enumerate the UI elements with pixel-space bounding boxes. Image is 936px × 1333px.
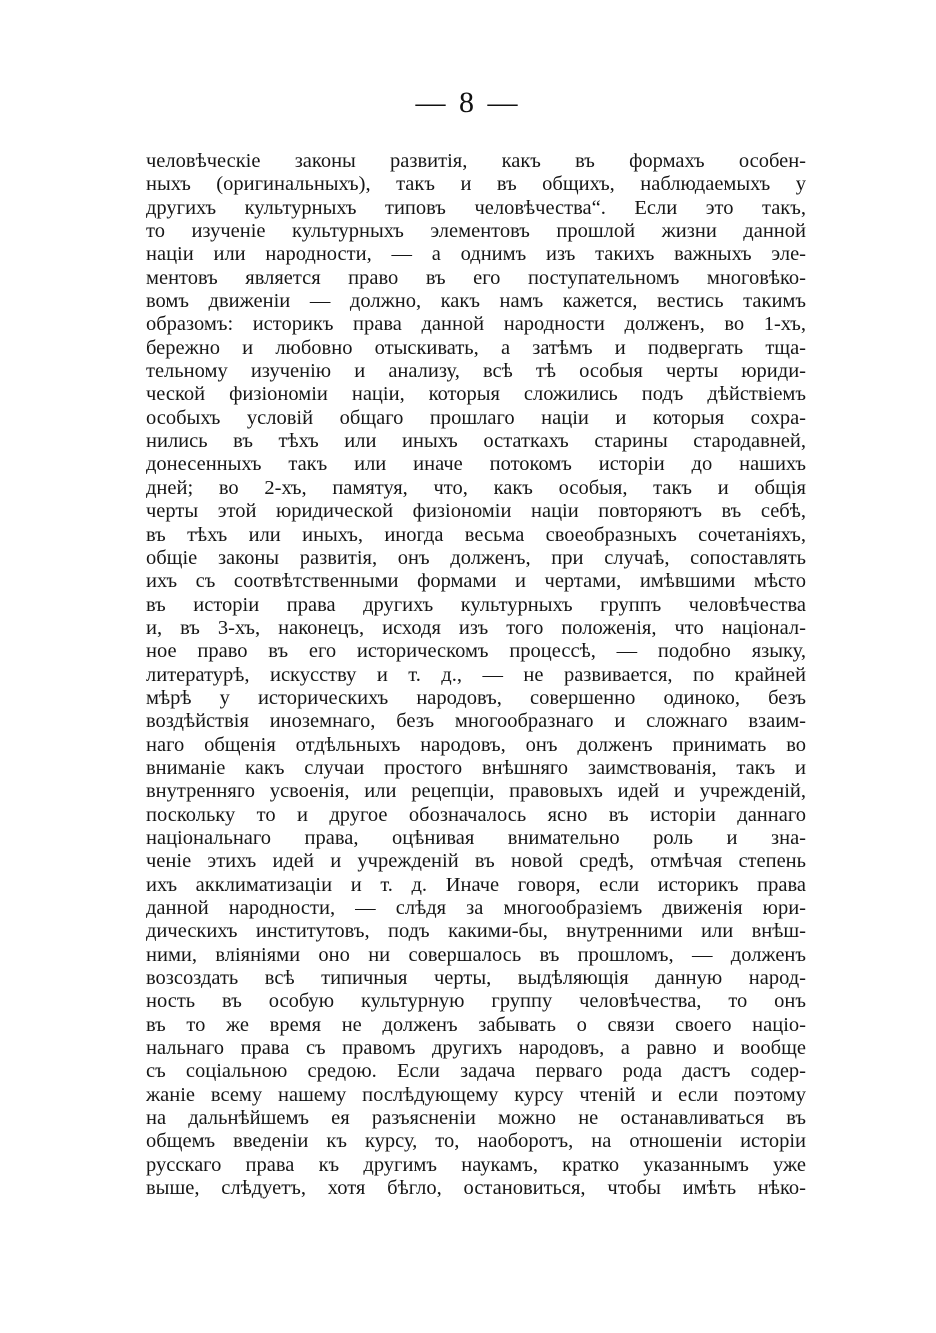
text-line: воздѣйствія иноземнаго, безъ многообразнаго и сложнаго взаим- xyxy=(146,710,806,733)
text-line: выше, слѣдуетъ, хотя бѣгло, остановиться, чтобы имѣть нѣко- xyxy=(146,1177,806,1200)
body-text xyxy=(146,150,806,1200)
text-line: ними, вліяніями оно ни совершалось въ прошломъ, — долженъ xyxy=(146,943,806,966)
text-line: донесенныхъ такъ или иначе потокомъ исторіи до нашихъ xyxy=(146,453,806,476)
text-line: и, въ 3-хъ, наконецъ, исходя изъ того положенія, что націонал- xyxy=(146,616,806,639)
text-line: человѣческіе законы развитія, какъ въ формахъ особен- xyxy=(146,150,806,172)
text-line: ческой физіономіи націи, которыя сложились подъ дѣйствіемъ xyxy=(146,383,806,406)
text-line: ныхъ (оригинальныхъ), такъ и въ общихъ, наблюдаемыхъ у xyxy=(146,173,806,196)
text-line: бережно и любовно отыскивать, а затѣмъ и подвергать тща- xyxy=(146,336,806,359)
text-line: русскаго права къ другимъ наукамъ, кратко указаннымъ уже xyxy=(146,1153,806,1176)
text-line: націи или народности, — а однимъ изъ такихъ важныхъ эле- xyxy=(146,243,806,266)
text-line: ихъ акклиматизаціи и т. д. Иначе говоря, если историкъ права xyxy=(146,873,806,896)
text-line: внутренняго усвоенія, или рецепціи, правовыхъ идей и учрежденій, xyxy=(146,780,806,803)
text-line: ченіе этихъ идей и учрежденій въ новой средѣ, отмѣчая степень xyxy=(146,850,806,873)
text-line: въ то же время не долженъ забывать о связи своего націо- xyxy=(146,1013,806,1036)
page-number: — 8 — xyxy=(415,86,521,119)
text-line: дическихъ институтовъ, подъ какими-бы, внутренними или внѣш- xyxy=(146,920,806,943)
text-line: общемъ введеніи къ курсу, то, наоборотъ, на отношеніи исторіи xyxy=(146,1130,806,1153)
text-line: въ тѣхъ или иныхъ, иногда весьма своеобразныхъ сочетаніяхъ, xyxy=(146,523,806,546)
text-line: на дальнѣйшемъ ея разъясненіи можно не останавливаться въ xyxy=(146,1107,806,1130)
text-line: жаніе всему нашему послѣдующему курсу чтеній и если поэтому xyxy=(146,1083,806,1106)
text-line: вниманіе какъ случаи простого внѣшняго заимствованія, такъ и xyxy=(146,756,806,779)
text-line: ихъ съ соотвѣтственными формами и чертами, имѣвшими мѣсто xyxy=(146,570,806,593)
text-line: особыхъ условій общаго прошлаго націи и которыя сохра- xyxy=(146,406,806,429)
text-line: наго общенія отдѣльныхъ народовъ, онъ долженъ принимать во xyxy=(146,733,806,756)
text-line: поскольку то и другое обозначалось ясно въ исторіи даннаго xyxy=(146,803,806,826)
text-line: національнаго права, оцѣнивая внимательно роль и зна- xyxy=(146,826,806,849)
text-line: нились въ тѣхъ или иныхъ остаткахъ старины стародавней, xyxy=(146,430,806,453)
text-line: черты этой юридической физіономіи націи повторяютъ въ себѣ, xyxy=(146,500,806,523)
text-line: данной народности, — слѣдя за многообразіемъ движенія юри- xyxy=(146,897,806,919)
text-line: ное право въ его историческомъ процессѣ, — подобно языку, xyxy=(146,640,806,663)
text-line: мѣрѣ у историческихъ народовъ, совершенно одиноко, безъ xyxy=(146,686,806,709)
text-line: образомъ: историкъ права данной народности долженъ, во 1-хъ, xyxy=(146,313,806,336)
text-line: то изученіе культурныхъ элементовъ прошлой жизни данной xyxy=(146,220,806,243)
text-line: вомъ движеніи — должно, какъ намъ кажется, вестись такимъ xyxy=(146,290,806,313)
text-line: литературѣ, искусству и т. д., — не развивается, по крайней xyxy=(146,663,806,686)
text-line: ность въ особую культурную группу человѣчества, то онъ xyxy=(146,990,806,1013)
text-line: дней; во 2-хъ, памятуя, что, какъ особыя, такъ и общія xyxy=(146,476,806,499)
text-line: возсоздать всѣ типичныя черты, выдѣляющія данную народ- xyxy=(146,967,806,990)
text-line: общіе законы развитія, онъ долженъ, при случаѣ, сопоставлять xyxy=(146,546,806,569)
text-line: тельному изученію и анализу, всѣ тѣ особыя черты юриди- xyxy=(146,360,806,383)
text-line: съ соціальною средою. Если задача перваго рода дастъ содер- xyxy=(146,1060,806,1083)
text-line: нальнаго права съ правомъ другихъ народовъ, а равно и вообще xyxy=(146,1037,806,1060)
text-line: другихъ культурныхъ типовъ человѣчества“. Если это такъ, xyxy=(146,196,806,219)
text-line: ментовъ является право въ его поступательномъ многовѣко- xyxy=(146,266,806,289)
text-line: въ исторіи права другихъ культурныхъ группъ человѣчества xyxy=(146,593,806,616)
